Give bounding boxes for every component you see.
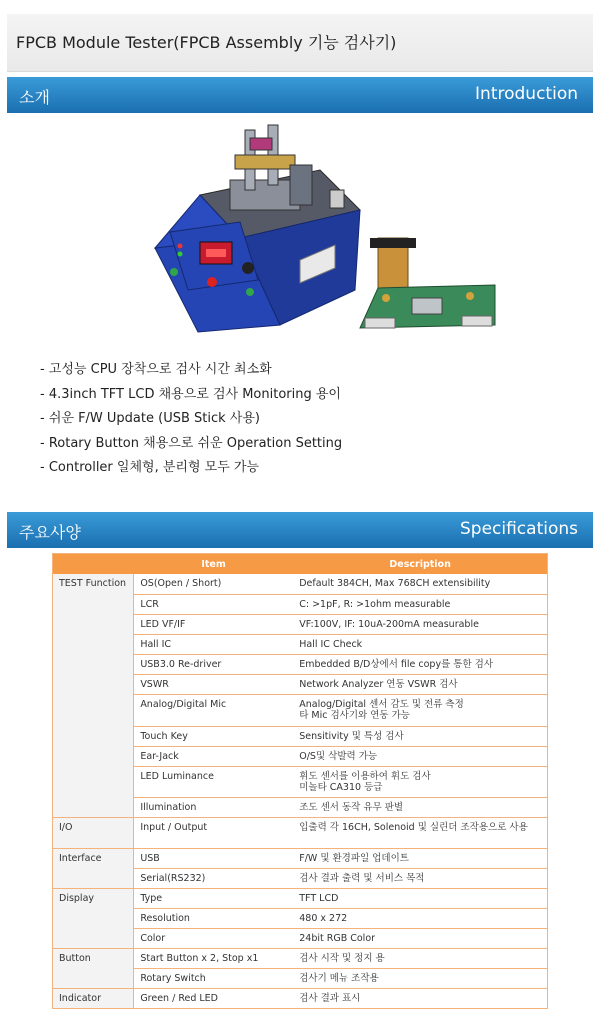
table-cell-item: Serial(RS232): [134, 868, 293, 888]
table-header-cell: Item: [134, 554, 293, 574]
description-line: 검사 결과 출력 및 서비스 목적: [299, 872, 425, 884]
table-cell-item: Green / Red LED: [134, 988, 293, 1008]
table-row: [53, 948, 547, 968]
description-line: 24bit RGB Color: [299, 932, 376, 944]
table-cell-item: Rotary Switch: [134, 968, 293, 988]
description-line: TFT LCD: [299, 892, 339, 904]
table-row: [53, 848, 547, 868]
table-cell-description: [293, 848, 547, 868]
table-cell-description: [293, 634, 547, 654]
table-cell-item: Touch Key: [134, 726, 293, 746]
table-cell-description: [293, 948, 547, 968]
section-title-en: Specifications: [459, 519, 578, 539]
description-line: O/S및 삭발력 가능: [299, 750, 378, 762]
description-line: 타 Mic 검사기와 연동 가능: [299, 709, 410, 721]
table-cell-description: [293, 694, 547, 726]
table-cell-item: Resolution: [134, 908, 293, 928]
product-illustration: [150, 120, 510, 335]
table-cell-category: Interface: [53, 848, 134, 888]
table-cell-description: [293, 817, 547, 848]
table-cell-item: LED VF/IF: [134, 614, 293, 634]
table-cell-description: [293, 928, 547, 948]
table-cell-category: Button: [53, 948, 134, 988]
description-line: 480 x 272: [299, 912, 348, 924]
table-header-row: [53, 554, 547, 574]
table-row: [53, 574, 547, 594]
list-item: - 4.3inch TFT LCD 채용으로 검사 Monitoring 용이: [40, 386, 341, 402]
description-line: 휘도 센서를 이용하여 휘도 검사: [299, 770, 431, 782]
table-cell-item: OS(Open / Short): [134, 574, 293, 594]
tester-device-image: [155, 125, 360, 332]
section-bar-specifications: [7, 512, 593, 548]
section-title-ko: 주요사양: [19, 523, 81, 542]
description-line: 검사기 메뉴 조작용: [299, 972, 379, 984]
table-cell-description: [293, 746, 547, 766]
description-line: 미놀타 CA310 등급: [299, 781, 383, 793]
section-bar-introduction: [7, 77, 593, 113]
table-cell-description: [293, 968, 547, 988]
spec-table-body: [53, 574, 547, 1008]
description-line: Hall IC Check: [299, 638, 363, 650]
table-cell-category: TEST Function: [53, 574, 134, 817]
table-cell-item: USB: [134, 848, 293, 868]
table-cell-category: I/O: [53, 817, 134, 848]
description-line: 검사 시작 및 정지 용: [299, 952, 385, 964]
table-cell-description: [293, 797, 547, 817]
table-cell-description: [293, 654, 547, 674]
table-cell-description: [293, 594, 547, 614]
description-line: 입출력 각 16CH, Solenoid 및 실린더 조작용으로 사용: [299, 821, 528, 833]
table-cell-description: [293, 726, 547, 746]
table-cell-item: Illumination: [134, 797, 293, 817]
table-cell-description: [293, 868, 547, 888]
table-cell-description: [293, 674, 547, 694]
table-cell-category: Indicator: [53, 988, 134, 1008]
description-line: Network Analyzer 연동 VSWR 검사: [299, 678, 458, 690]
table-cell-category: Display: [53, 888, 134, 948]
table-header-cell: Description: [293, 554, 547, 574]
table-row: [53, 988, 547, 1008]
table-cell-item: Ear-Jack: [134, 746, 293, 766]
description-line: F/W 및 환경파일 업데이트: [299, 852, 409, 864]
table-row: [53, 817, 547, 848]
list-item: - 고성능 CPU 장착으로 검사 시간 최소화: [40, 362, 272, 377]
table-cell-item: Start Button x 2, Stop x1: [134, 948, 293, 968]
table-cell-item: Input / Output: [134, 817, 293, 848]
table-cell-item: LED Luminance: [134, 766, 293, 797]
table-cell-item: VSWR: [134, 674, 293, 694]
section-title-ko: 소개: [19, 88, 50, 107]
page-header: [7, 14, 593, 72]
section-title-en: Introduction: [475, 84, 578, 104]
list-item: - 쉬운 F/W Update (USB Stick 사용): [40, 411, 260, 426]
page-title: FPCB Module Tester(FPCB Assembly 기능 검사기): [16, 33, 397, 52]
table-cell-item: USB3.0 Re-driver: [134, 654, 293, 674]
table-cell-description: [293, 574, 547, 594]
table-cell-item: Analog/Digital Mic: [134, 694, 293, 726]
list-item: - Rotary Button 채용으로 쉬운 Operation Setting: [40, 435, 343, 451]
table-cell-description: [293, 988, 547, 1008]
description-line: VF:100V, IF: 10uA-200mA measurable: [299, 618, 479, 630]
description-line: 조도 센서 동작 유무 판별: [299, 801, 404, 813]
description-line: C: >1pF, R: >1ohm measurable: [299, 598, 451, 610]
table-cell-description: [293, 888, 547, 908]
table-row: [53, 888, 547, 908]
description-line: Analog/Digital 센서 감도 및 전류 측정: [299, 698, 464, 710]
table-cell-item: Type: [134, 888, 293, 908]
description-line: Sensitivity 및 특성 검사: [299, 730, 404, 742]
fpcb-module-image: [360, 238, 495, 328]
description-line: Embedded B/D상에서 file copy를 통한 검사: [299, 658, 494, 670]
table-cell-item: Hall IC: [134, 634, 293, 654]
feature-list: [40, 358, 342, 481]
description-line: 검사 결과 표시: [299, 992, 361, 1004]
description-line: Default 384CH, Max 768CH extensibility: [299, 578, 491, 589]
spec-table: [53, 554, 547, 1009]
table-cell-description: [293, 908, 547, 928]
table-cell-description: [293, 614, 547, 634]
table-cell-item: Color: [134, 928, 293, 948]
spec-table-container: [52, 553, 548, 1009]
list-item: - Controller 일체형, 분리형 모두 가능: [40, 460, 260, 475]
table-header-cell: [53, 554, 134, 574]
table-cell-item: LCR: [134, 594, 293, 614]
table-cell-description: [293, 766, 547, 797]
